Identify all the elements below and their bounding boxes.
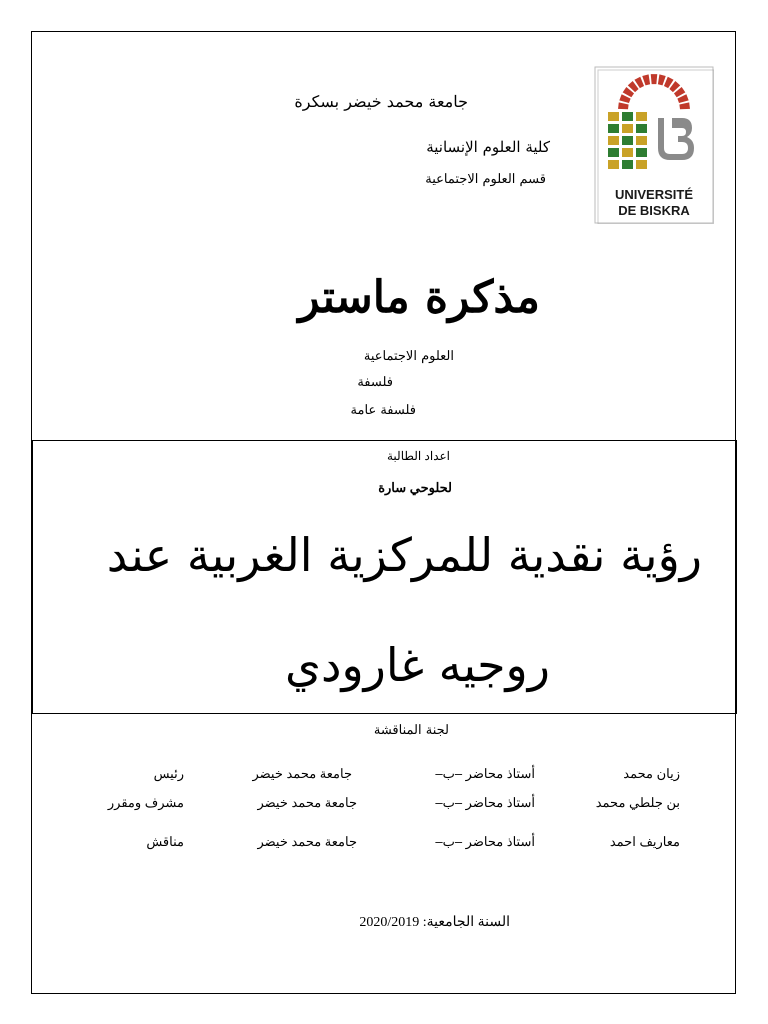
jury-member-name: بن جلطي محمد [595,795,680,810]
jury-member-role: رئيس [153,766,184,781]
jury-member-role: مشرف ومقرر [107,795,184,810]
jury-member-role: مناقش [146,834,184,849]
thesis-title-line-1: رؤية نقدية للمركزية الغربية عند [106,528,702,582]
jury-member-rank: أستاذ محاضر –ب– [435,795,535,810]
jury-member-institution: جامعة محمد خيضر [257,834,357,849]
department-name: قسم العلوم الاجتماعية [425,172,546,187]
academic-year [359,914,510,931]
jury-member-institution: جامعة محمد خيضر [252,766,352,781]
field-name: العلوم الاجتماعية [363,349,454,364]
logo-text-biskra: DE BISKRA [618,203,690,218]
logo-text-universite: UNIVERSITÉ [614,187,694,202]
university-name: جامعة محمد خيضر بسكرة [294,92,468,111]
jury-member-rank: أستاذ محاضر –ب– [435,834,535,849]
academic-year-label: السنة الجامعية: [422,915,510,930]
jury-member-name: معاريف احمد [609,834,680,849]
specialty-name: فلسفة عامة [350,403,416,418]
faculty-name: كلية العلوم الإنسانية [426,138,550,156]
jury-member-name: زيان محمد [623,766,680,781]
jury-label: لجنة المناقشة [373,723,449,738]
prepared-by-label: اعداد الطالبة [386,449,450,463]
branch-name: فلسفة [357,375,393,390]
university-logo-graphic [594,66,714,224]
university-logo [594,66,714,224]
student-name: لحلوحي سارة [378,480,452,495]
jury-member-institution: جامعة محمد خيضر [257,795,357,810]
jury-member-rank: أستاذ محاضر –ب– [435,766,535,781]
academic-year-value: 2020/2019 [359,915,420,930]
thesis-title-line-2: روجيه غارودي [284,638,550,692]
document-type-title: مذكرة ماستر [298,272,540,323]
